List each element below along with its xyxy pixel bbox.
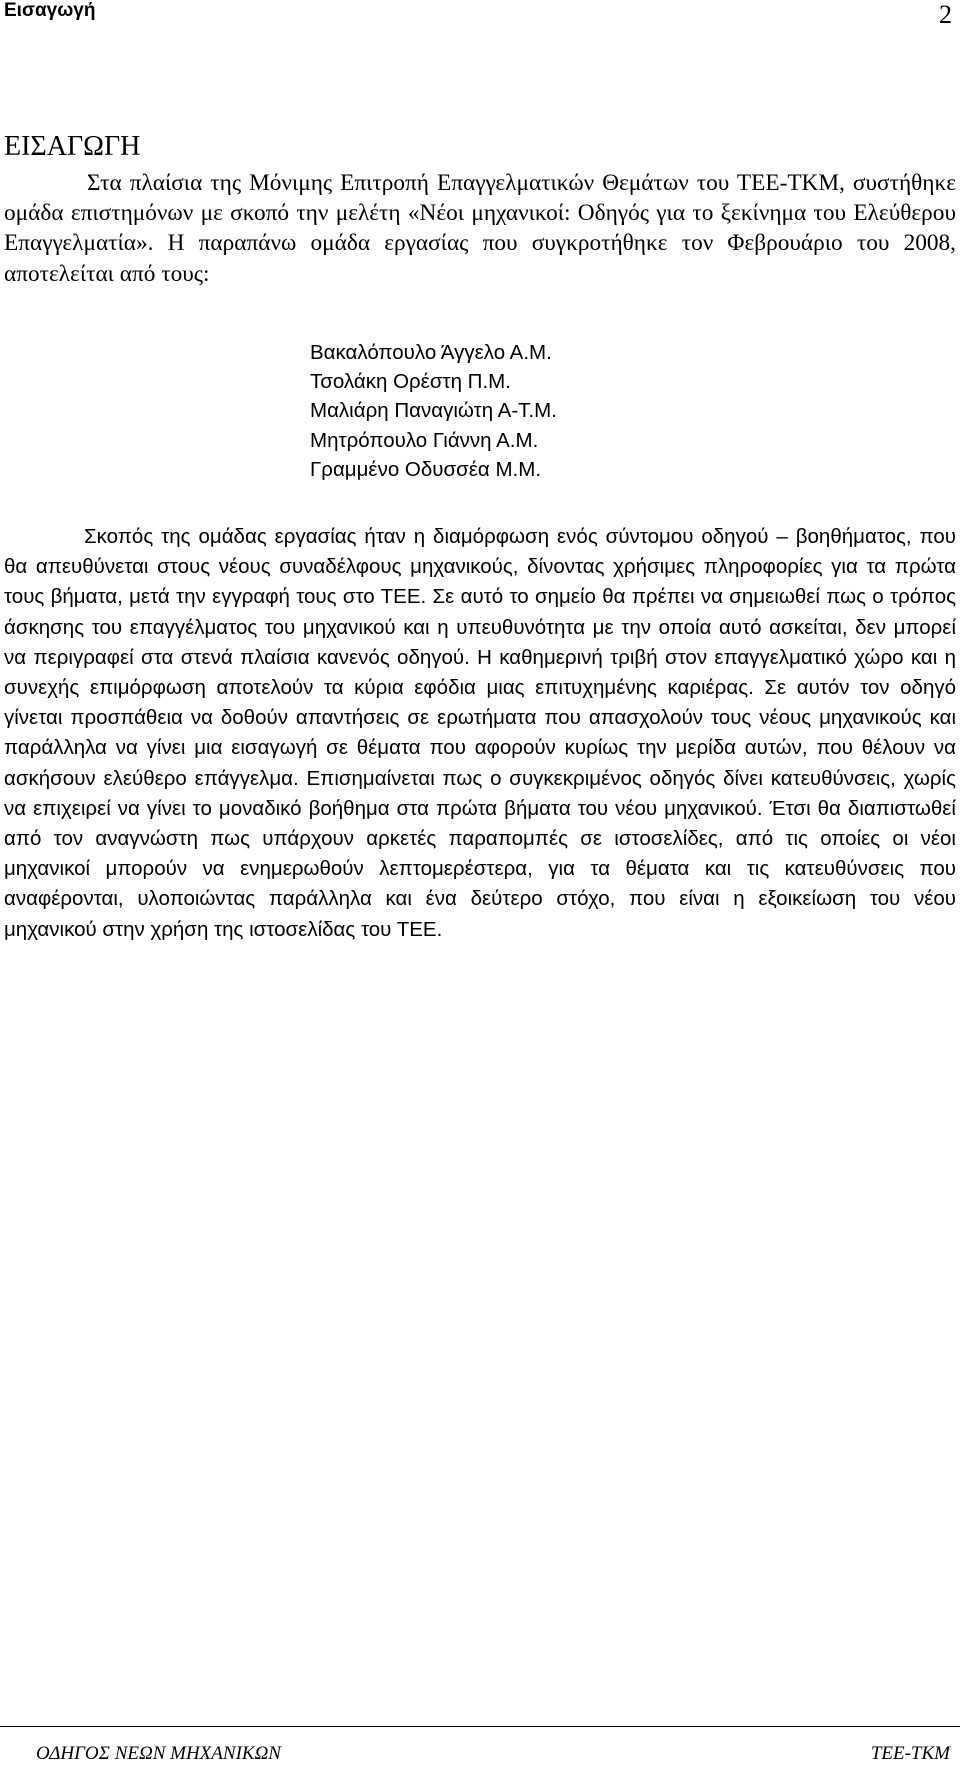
page-header xyxy=(4,0,956,34)
purpose-paragraph: Σκοπός της ομάδας εργασίας ήταν η διαμόρφωση ενός σύντομου οδηγού – βοηθήματος, που θα απευθύνεται στους νέους συναδέλφους μηχανικούς, δίνοντας χρήσιμες πληροφορίες για τα πρώτα τους βήματα, μετά την εγγραφή τους στο ΤΕΕ. Σε αυτό το σημείο θα πρέπει να σημειωθεί πως ο τρόπος άσκησης του επαγγέλματος του μηχανικού και η υπευθυνότητα με την οποία αυτό ασκείται, δεν μπορεί να περιγραφεί στα στενά πλαίσια κανενός οδηγού. Η καθημερινή τριβή στον επαγγελματικό χώρο και η συνεχής επιμόρφωση αποτελούν τα κύρια εφόδια μιας επιτυχημένης καριέρας. Σε αυτόν τον οδηγό γίνεται προσπάθεια να δοθούν απαντήσεις σε ερωτήματα που απασχολούν τους νέους μηχανικούς και παράλληλα να γίνει μια εισαγωγή σε θέματα που αφορούν κυρίως την μερίδα αυτών, που θέλουν να ασκήσουν ελεύθερο επάγγελμα. Επισημαίνεται πως ο συγκεκριμένος οδηγός δίνει κατευθύνσεις, χωρίς να επιχειρεί να γίνει το μοναδικό βοήθημα στα πρώτα βήματα του νέου μηχανικού. Έτσι θα διαπιστωθεί από τον αναγνώστη πως υπάρχουν αρκετές παραπομπές σε ιστοσελίδες, από τις οποίες οι νέοι μηχανικοί μπορούν να ενημερωθούν λεπτομερέστερα, για τα θέματα και τις κατευθύνσεις που αναφέρονται, υλοποιώντας παράλληλα και ένα δεύτερο στόχο, που είναι η εξοικείωση του νέου μηχανικού στην χρήση της ιστοσελίδας του ΤΕΕ. xyxy=(4,525,956,941)
footer-document-title: ΟΔΗΓΟΣ ΝΕΩΝ ΜΗΧΑΝΙΚΩΝ xyxy=(36,1743,281,1764)
page-footer xyxy=(0,1726,960,1762)
team-member: Βακαλόπουλο Άγγελο Α.Μ. xyxy=(310,341,552,364)
team-member: Γραμμένο Οδυσσέα Μ.Μ. xyxy=(310,457,542,481)
section-title: ΕΙΣΑΓΩΓΗ xyxy=(4,131,141,162)
header-section-title: Εισαγωγή xyxy=(4,0,96,21)
page-number: 2 xyxy=(939,0,952,29)
team-member: Μαλιάρη Παναγιώτη Α-Τ.Μ. xyxy=(310,399,557,423)
team-member: Τσολάκη Ορέστη Π.Μ. xyxy=(310,370,511,394)
team-member-list xyxy=(310,338,557,484)
footer-organization: ΤΕΕ-ΤΚΜ xyxy=(870,1743,950,1764)
team-member: Μητρόπουλο Γιάννη Α.Μ. xyxy=(310,428,539,452)
intro-paragraph: Στα πλαίσια της Μόνιμης Επιτροπή Επαγγελματικών Θεμάτων του ΤΕΕ-ΤΚΜ, συστήθηκε ομάδα επιστημόνων με σκοπό την μελέτη «Νέοι μηχανικοί: Οδηγός για το ξεκίνημα του Ελεύθερου Επαγγελματία». Η παραπάνω ομάδα εργασίας που συγκροτήθηκε τον Φεβρουάριο του 2008, αποτελείται από τους: xyxy=(4,170,956,287)
